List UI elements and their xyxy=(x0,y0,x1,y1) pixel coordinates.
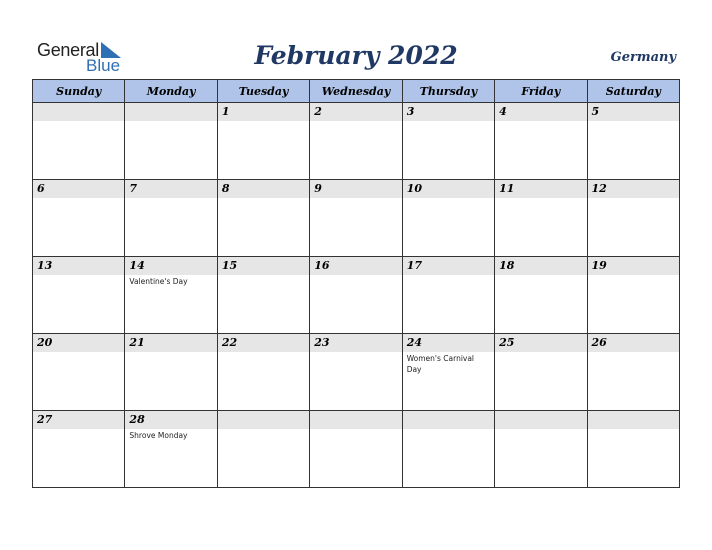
day-cell xyxy=(402,334,494,411)
week-row xyxy=(33,257,680,334)
day-number: 18 xyxy=(495,257,586,275)
day-number: 14 xyxy=(125,257,216,275)
day-cell xyxy=(33,257,125,334)
day-cell xyxy=(125,180,217,257)
day-number xyxy=(310,411,401,429)
day-cell xyxy=(587,103,679,180)
day-cell xyxy=(217,411,309,488)
day-cell xyxy=(33,103,125,180)
day-cell xyxy=(33,411,125,488)
day-number xyxy=(495,411,586,429)
day-number: 6 xyxy=(33,180,124,198)
day-number: 28 xyxy=(125,411,216,429)
day-cell xyxy=(587,411,679,488)
day-cell xyxy=(310,180,402,257)
weekday-header: Monday xyxy=(125,80,217,103)
day-cell xyxy=(402,411,494,488)
weekday-header: Saturday xyxy=(587,80,679,103)
day-number: 27 xyxy=(33,411,124,429)
day-number: 12 xyxy=(588,180,679,198)
day-number: 4 xyxy=(495,103,586,121)
day-number: 24 xyxy=(403,334,494,352)
day-cell xyxy=(587,180,679,257)
day-cell xyxy=(33,180,125,257)
weekday-header: Thursday xyxy=(402,80,494,103)
day-number: 19 xyxy=(588,257,679,275)
day-number xyxy=(125,103,216,121)
day-number: 2 xyxy=(310,103,401,121)
day-number xyxy=(218,411,309,429)
day-number xyxy=(33,103,124,121)
week-row xyxy=(33,334,680,411)
day-number: 1 xyxy=(218,103,309,121)
holiday-label: Women's Carnival Day xyxy=(406,354,475,374)
day-cell xyxy=(217,103,309,180)
week-row xyxy=(33,103,680,180)
weekday-header: Friday xyxy=(495,80,587,103)
day-cell xyxy=(402,103,494,180)
day-number: 10 xyxy=(403,180,494,198)
day-cell xyxy=(125,103,217,180)
holiday-label: Shrove Monday xyxy=(129,431,188,440)
day-number: 13 xyxy=(33,257,124,275)
day-number: 21 xyxy=(125,334,216,352)
day-cell xyxy=(125,411,217,488)
day-number: 20 xyxy=(33,334,124,352)
country-label: Germany xyxy=(610,50,676,65)
day-number: 22 xyxy=(218,334,309,352)
day-cell xyxy=(310,103,402,180)
day-cell xyxy=(587,334,679,411)
week-row xyxy=(33,411,680,488)
day-cell xyxy=(495,180,587,257)
weekday-header: Tuesday xyxy=(217,80,309,103)
day-cell xyxy=(402,257,494,334)
day-cell xyxy=(495,334,587,411)
day-cell xyxy=(217,334,309,411)
day-cell xyxy=(587,257,679,334)
day-cell xyxy=(495,103,587,180)
day-cell xyxy=(495,257,587,334)
day-number: 7 xyxy=(125,180,216,198)
calendar-grid xyxy=(32,79,680,488)
day-cell xyxy=(125,257,217,334)
day-number: 17 xyxy=(403,257,494,275)
day-cell xyxy=(217,257,309,334)
day-number xyxy=(588,411,679,429)
week-row xyxy=(33,180,680,257)
day-number: 3 xyxy=(403,103,494,121)
logo-general-text: General xyxy=(37,40,99,60)
holiday-label: Valentine's Day xyxy=(129,277,188,286)
weekday-header-row xyxy=(33,80,680,103)
day-cell xyxy=(402,180,494,257)
day-number: 11 xyxy=(495,180,586,198)
day-number: 16 xyxy=(310,257,401,275)
day-cell xyxy=(310,411,402,488)
day-number: 8 xyxy=(218,180,309,198)
logo-blue-text: Blue xyxy=(86,56,121,75)
day-number xyxy=(403,411,494,429)
day-cell xyxy=(33,334,125,411)
day-number: 15 xyxy=(218,257,309,275)
weekday-header: Wednesday xyxy=(310,80,402,103)
calendar-title: February 2022 xyxy=(254,41,458,70)
day-number: 23 xyxy=(310,334,401,352)
day-cell xyxy=(125,334,217,411)
day-number: 25 xyxy=(495,334,586,352)
day-cell xyxy=(217,180,309,257)
weekday-header: Sunday xyxy=(33,80,125,103)
day-cell xyxy=(310,257,402,334)
day-cell xyxy=(495,411,587,488)
day-number: 9 xyxy=(310,180,401,198)
day-number: 26 xyxy=(588,334,679,352)
day-number: 5 xyxy=(588,103,679,121)
day-cell xyxy=(310,334,402,411)
